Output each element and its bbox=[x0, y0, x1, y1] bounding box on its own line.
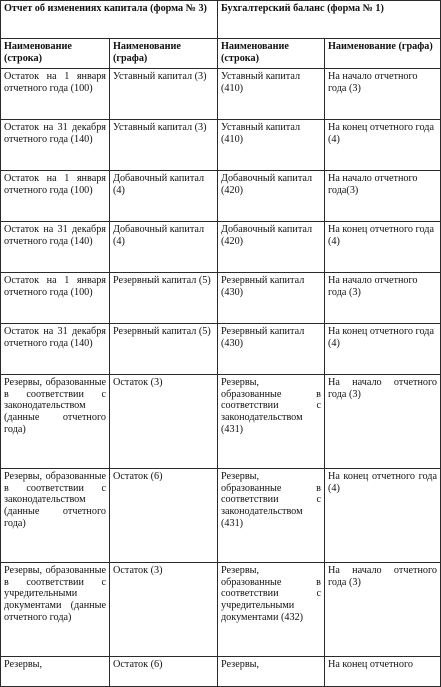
table-cell: Резервы, образованные в соответствии с законодательством (данные отчетного года) bbox=[1, 375, 110, 469]
table-cell: Остаток на 31 декабря отчетного года (140) bbox=[1, 222, 110, 273]
table-cell: Резервы, bbox=[218, 657, 325, 687]
table-cell: На конец отчетного года (4) bbox=[325, 324, 441, 375]
col-header-column-name-form1: Наименование (графа) bbox=[325, 39, 441, 69]
table-row bbox=[1, 469, 441, 563]
table-row bbox=[1, 324, 441, 375]
table-cell: Добавочный капитал (4) bbox=[110, 222, 218, 273]
col-header-row-name-form1: Наименование (строка) bbox=[218, 39, 325, 69]
form3-title: Отчет об изменениях капитала (форма № 3) bbox=[1, 1, 218, 39]
table-cell: Резервы, образованные в соответствии с законодательством (431) bbox=[218, 375, 325, 469]
table-cell: На начало отчетного года (3) bbox=[325, 273, 441, 324]
table-cell: На конец отчетного года (4) bbox=[325, 222, 441, 273]
table-cell: Резервы, образованные в соответствии с законодательством (431) bbox=[218, 469, 325, 563]
table-cell: Резервный капитал (5) bbox=[110, 324, 218, 375]
table-cell: Добавочный капитал (420) bbox=[218, 222, 325, 273]
table-cell: На конец отчетного года (4) bbox=[325, 469, 441, 563]
table-row bbox=[1, 563, 441, 657]
table-cell: На начало отчетного года (3) bbox=[325, 563, 441, 657]
table-row bbox=[1, 273, 441, 324]
table-cell: Остаток на 1 января отчетного года (100) bbox=[1, 69, 110, 120]
table-cell: Резервы, образованные в соответствии с законодательством (данные отчетного года) bbox=[1, 469, 110, 563]
table-cell: Остаток на 1 января отчетного года (100) bbox=[1, 273, 110, 324]
table-cell: Уставный капитал (3) bbox=[110, 69, 218, 120]
table-row bbox=[1, 69, 441, 120]
table-cell: Добавочный капитал (420) bbox=[218, 171, 325, 222]
table-row bbox=[1, 171, 441, 222]
table-cell: Остаток (3) bbox=[110, 375, 218, 469]
column-header-row bbox=[1, 39, 441, 69]
table-cell: На начало отчетного года (3) bbox=[325, 69, 441, 120]
table-cell: На конец отчетного bbox=[325, 657, 441, 687]
form1-title: Бухгалтерский баланс (форма № 1) bbox=[218, 1, 441, 39]
table-row bbox=[1, 657, 441, 687]
table-cell: Остаток на 31 декабря отчетного года (140) bbox=[1, 120, 110, 171]
table-cell: Уставный капитал (410) bbox=[218, 69, 325, 120]
table-row bbox=[1, 375, 441, 469]
col-header-row-name-form3: Наименование (строка) bbox=[1, 39, 110, 69]
table-cell: Резервный капитал (430) bbox=[218, 324, 325, 375]
table-header-row bbox=[1, 1, 441, 39]
table-cell: На конец отчетного года (4) bbox=[325, 120, 441, 171]
table-cell: Остаток (6) bbox=[110, 469, 218, 563]
table-cell: Уставный капитал (3) bbox=[110, 120, 218, 171]
table-cell: Остаток (6) bbox=[110, 657, 218, 687]
table-cell: На начало отчетного года(3) bbox=[325, 171, 441, 222]
table-cell: Остаток на 31 декабря отчетного года (140) bbox=[1, 324, 110, 375]
table-cell: Добавочный капитал (4) bbox=[110, 171, 218, 222]
table-cell: Резервы, образованные в соответствии с учредительными документами (данные отчетного года) bbox=[1, 563, 110, 657]
table-cell: Резервный капитал (5) bbox=[110, 273, 218, 324]
table-row bbox=[1, 222, 441, 273]
table-cell: На начало отчетного года (3) bbox=[325, 375, 441, 469]
table-cell: Резервный капитал (430) bbox=[218, 273, 325, 324]
table-cell: Резервы, образованные в соответствии с учредительными документами (432) bbox=[218, 563, 325, 657]
table-row bbox=[1, 120, 441, 171]
col-header-column-name-form3: Наименование (графа) bbox=[110, 39, 218, 69]
table-cell: Уставный капитал (410) bbox=[218, 120, 325, 171]
table-cell: Остаток (3) bbox=[110, 563, 218, 657]
table-cell: Остаток на 1 января отчетного года (100) bbox=[1, 171, 110, 222]
table-cell: Резервы, bbox=[1, 657, 110, 687]
